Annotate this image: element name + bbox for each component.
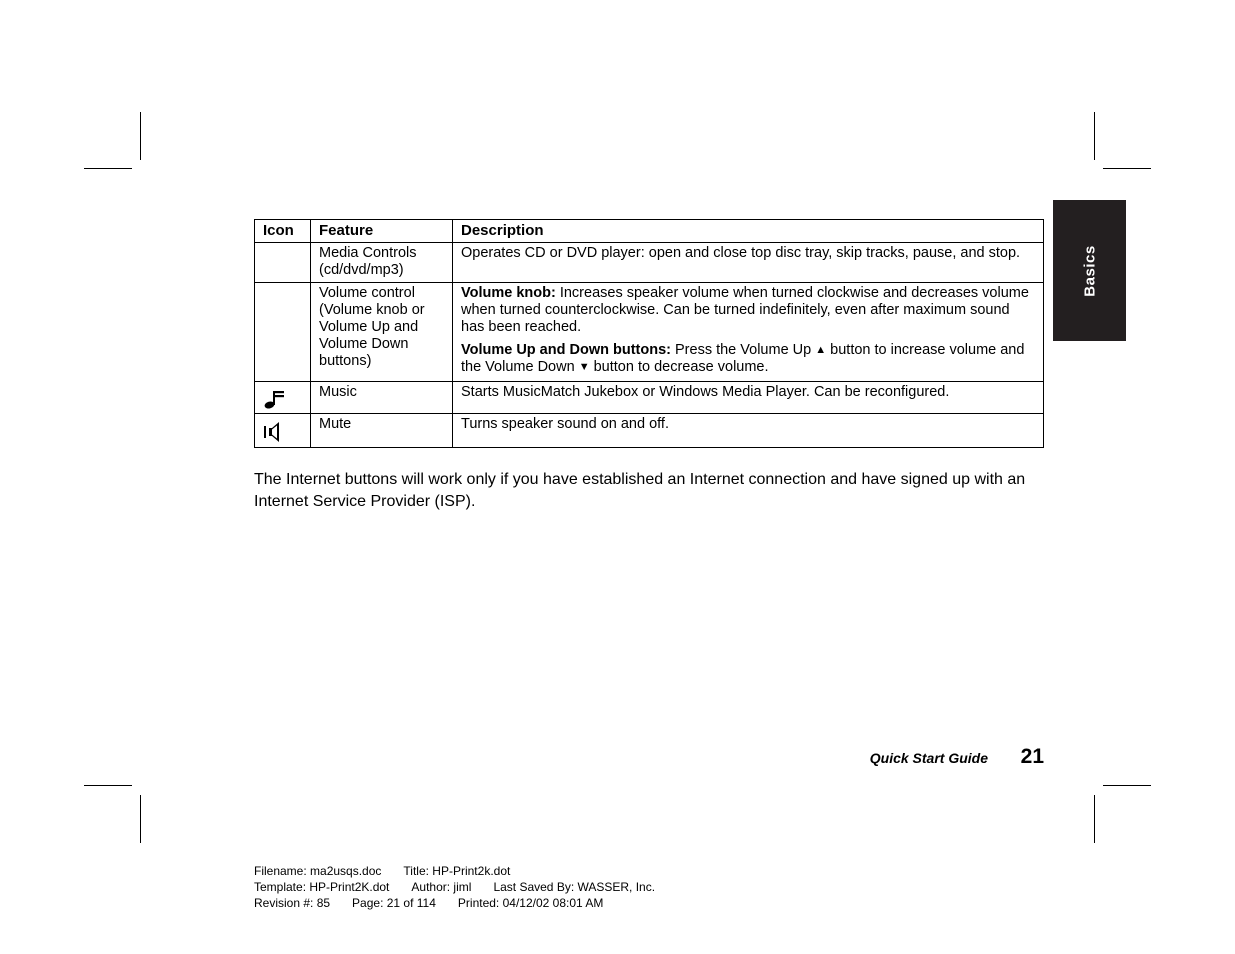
meta-title: Title: HP-Print2k.dot [403, 864, 511, 878]
header-feature: Feature [311, 220, 453, 243]
internet-buttons-note: The Internet buttons will work only if you have established an Internet connection and have signed up with an Internet Service Provider (ISP). [254, 471, 1026, 510]
icon-cell [255, 243, 311, 283]
doc-meta-line-2 [254, 879, 655, 895]
meta-template: Template: HP-Print2K.dot [254, 880, 390, 894]
icon-cell [255, 382, 311, 414]
feature-cell: Media Controls (cd/dvd/mp3) [311, 243, 453, 283]
meta-last-saved: Last Saved By: WASSER, Inc. [493, 880, 656, 894]
volume-buttons-text: button to increase volume and the Volume Down [461, 342, 1025, 375]
crop-mark [84, 168, 132, 169]
feature-cell: Music [311, 382, 453, 414]
header-description: Description [453, 220, 1044, 243]
description-cell: Starts MusicMatch Jukebox or Windows Media Player. Can be reconfigured. [453, 382, 1044, 414]
icon-cell [255, 414, 311, 448]
table-header-row [255, 220, 1044, 243]
volume-buttons-text: Press the Volume Up [675, 342, 812, 358]
doc-meta-line-3 [254, 895, 603, 911]
feature-cell: Mute [311, 414, 453, 448]
guide-title: Quick Start Guide [869, 750, 988, 766]
speaker-mute-icon [263, 420, 281, 444]
doc-meta-line-1 [254, 863, 510, 879]
description-cell [453, 283, 1044, 382]
feature-table [254, 219, 1044, 448]
description-cell: Turns speaker sound on and off. [453, 414, 1044, 448]
table-row [255, 414, 1044, 448]
crop-mark [140, 795, 141, 843]
feature-cell: Volume control (Volume knob or Volume Up and Volume Down buttons) [311, 283, 453, 382]
volume-buttons-description [461, 342, 1035, 376]
icon-cell [255, 283, 311, 382]
triangle-up-icon: ▲ [815, 344, 827, 356]
section-tab-label: Basics [1081, 244, 1098, 297]
crop-mark [84, 785, 132, 786]
crop-mark [1103, 168, 1151, 169]
table-row [255, 382, 1044, 414]
volume-buttons-text: button to decrease volume. [593, 359, 769, 375]
crop-mark [1094, 795, 1095, 843]
volume-knob-description [461, 285, 1035, 336]
table-row [255, 283, 1044, 382]
crop-mark [1103, 785, 1151, 786]
page-number: 21 [1020, 745, 1044, 768]
volume-knob-text: Increases speaker volume when turned clockwise and decreases volume when turned counterclockwise. Can be turned indefinitely, even after maximum sound has been reached. [461, 285, 1029, 335]
music-note-icon [263, 388, 287, 410]
crop-mark [1094, 112, 1095, 160]
meta-printed: Printed: 04/12/02 08:01 AM [457, 896, 604, 910]
triangle-down-icon: ▼ [578, 361, 590, 373]
volume-knob-label: Volume knob: [461, 285, 556, 301]
section-tab [1053, 200, 1126, 341]
meta-page: Page: 21 of 114 [352, 896, 436, 910]
meta-author: Author: jiml [411, 880, 472, 894]
table-row [255, 243, 1044, 283]
header-icon: Icon [255, 220, 311, 243]
description-cell: Operates CD or DVD player: open and close top disc tray, skip tracks, pause, and stop. [453, 243, 1044, 283]
crop-mark [140, 112, 141, 160]
meta-filename: Filename: ma2usqs.doc [254, 864, 382, 878]
volume-buttons-label: Volume Up and Down buttons: [461, 342, 671, 358]
meta-revision: Revision #: 85 [254, 896, 331, 910]
